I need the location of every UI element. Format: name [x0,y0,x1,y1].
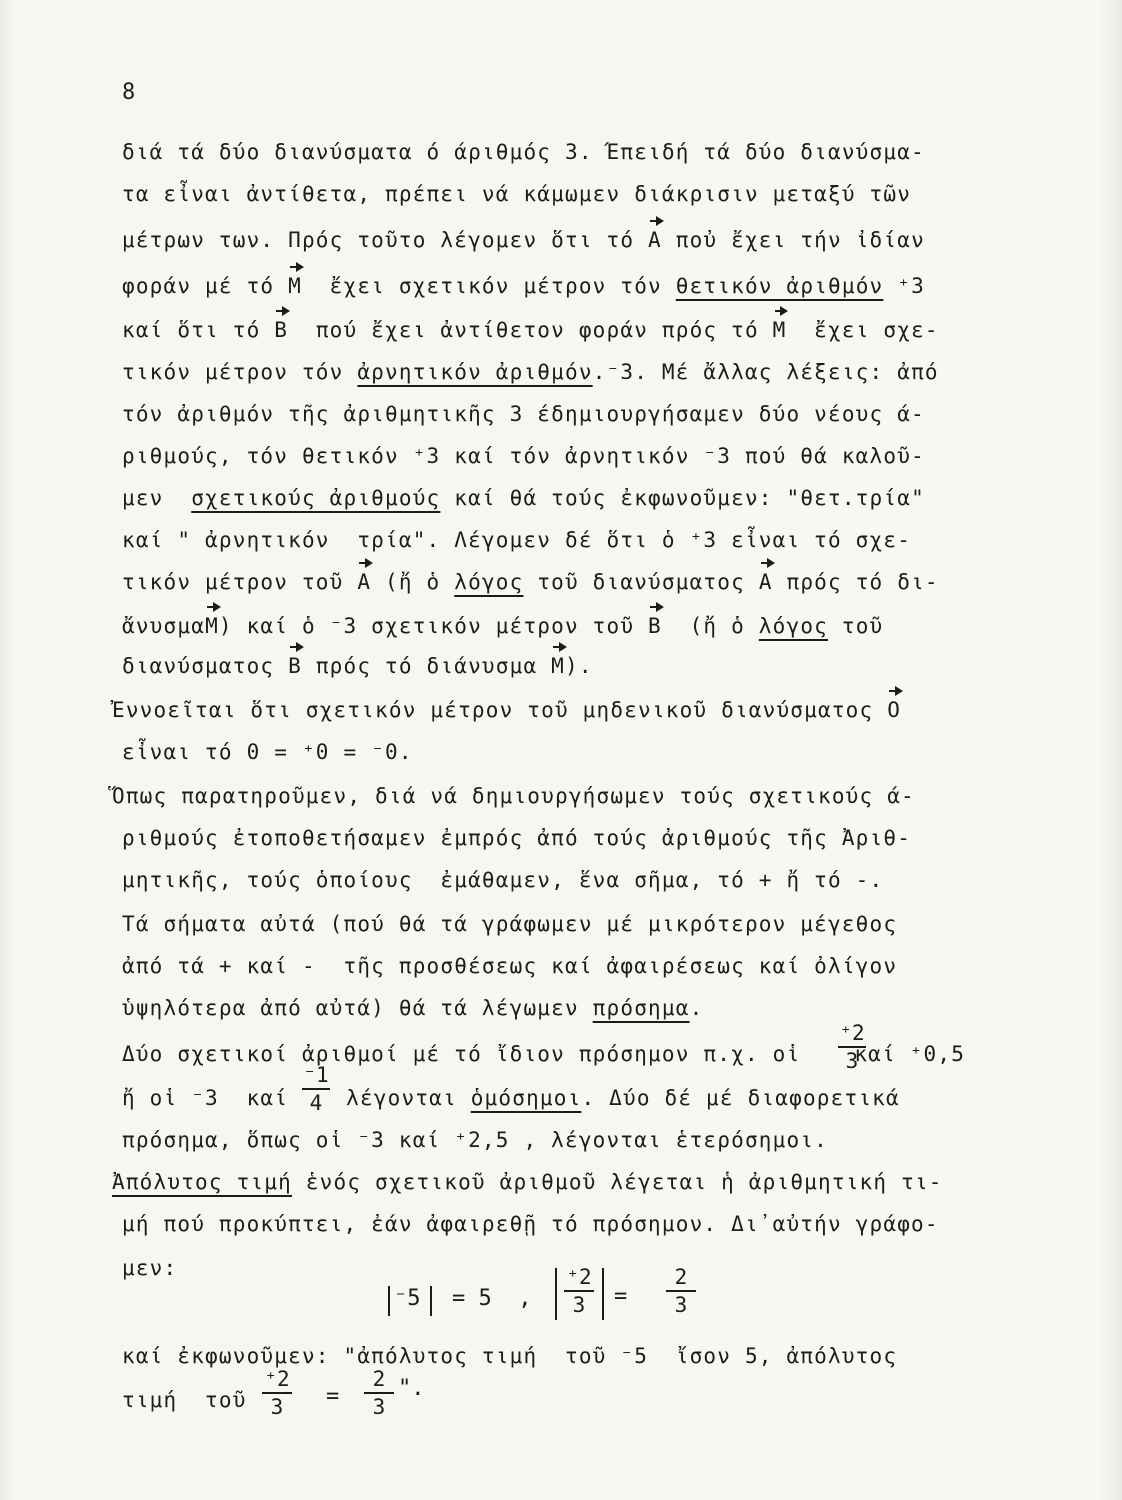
text-line: τα εἶναι ἀντίθετα, πρέπει νά κάμωμεν διάκρισιν μεταξύ τῶν [122,182,912,206]
text-line [122,612,883,640]
vector-symbol: A [648,228,662,252]
text-segment: διανύσματος [122,654,275,678]
text-segment: τικόν μέτρον τόν [122,360,344,384]
text-line: μή πού προκύπτει, ἐάν ἀφαιρεθῇ τό πρόσημον. Δι᾽αὐτήν γράφο- [122,1212,939,1236]
fraction-denominator: 3 [674,1293,688,1317]
text-line: διανύσματος B πρός τό διάνυσμα M). [122,654,593,678]
text-line [122,484,925,512]
vector-symbol: M [772,318,787,342]
text-line: πρόσημα, ὅπως οἱ ⁻3 καί ⁺2,5 , λέγονται ἑτερόσημοι. [122,1128,828,1152]
fraction-numerator: ⁻1 [303,1063,329,1087]
fraction-numerator: 2 [372,1367,386,1391]
text-line: ἀπό τά + καί - τῆς προσθέσεως καί ἀφαιρέσεως καί ὀλίγον [122,954,898,978]
text-segment: πρός τό δι- [786,570,939,594]
text-line [122,358,939,386]
text-line: Τά σήματα αὐτά (πού θά τά γράφωμεν μέ μικρότερον μέγεθος [122,912,898,936]
text-line [122,568,939,596]
fraction [262,1368,292,1418]
equation-text: = 5 , [452,1286,532,1311]
fraction [666,1266,696,1316]
text-segment: (ἤ ὁ [385,570,441,594]
text-line: εἶναι τό 0 = ⁺0 = ⁻0. [122,740,413,764]
fraction [302,1064,330,1114]
text-segment: τοῦ διανύσματος [537,570,745,594]
text-line: ὑψηλότερα ἀπό αὐτά) θά τά λέγωμεν πρόσημα. [122,996,704,1020]
text-line [122,226,925,254]
vector-symbol: B [274,318,289,342]
abs-bar [388,1286,390,1316]
vector-symbol: B [288,654,302,678]
vector-symbol: B [648,614,662,638]
fraction-bar [564,1290,594,1292]
vector-symbol: M [288,274,302,298]
fraction-numerator: ⁺2 [264,1367,290,1391]
underlined-term: θετικόν ἀριθμόν [675,274,884,298]
underlined-term: λόγος [758,614,829,638]
abs-bar [430,1286,432,1316]
text-segment: Ἐννοεῖται ὅτι σχετικόν μέτρον τοῦ μηδενικοῦ διανύσματος [112,698,874,722]
text-line [122,1084,900,1115]
fraction-bar [302,1088,330,1090]
text-line: καί " ἀρνητικόν τρία". Λέγομεν δέ ὅτι ὁ ⁺3 εἶναι τό σχε- [122,528,912,552]
fraction-bar [838,1046,866,1048]
text-segment: . Δύο δέ μέ διαφορετικά [581,1086,900,1110]
text-line: τιμή τοῦ [122,1388,247,1412]
fraction-bar [666,1290,696,1292]
text-segment: μεν [122,486,164,510]
underlined-term: ἀρνητικόν ἀριθμόν [357,360,593,384]
fraction-denominator: 3 [572,1293,586,1317]
fraction [564,1266,594,1316]
text-line: καί ἐκφωνοῦμεν: "ἀπόλυτος τιμή τοῦ ⁻5 ἴσον 5, ἀπόλυτος [122,1344,898,1368]
fraction-bar [262,1392,292,1394]
text-segment: φοράν μέ τό [122,274,275,298]
underlined-term: πρόσημα [592,996,690,1020]
underlined-term: σχετικούς ἀριθμούς [191,486,441,510]
text-line: Ὅπως παρατηροῦμεν, διά νά δημιουργήσωμεν τούς σχετικούς ά- [112,784,915,808]
underlined-term: ὁμόσημοι [470,1086,582,1110]
vector-symbol: M [205,614,219,638]
text-segment: (ἤ ὁ [689,614,745,638]
text-segment: τοῦ [841,614,884,638]
fraction-bar [364,1392,394,1394]
text-segment: λέγονται [346,1086,457,1110]
text-segment: καί θά τούς ἐκφωνοῦμεν: "θετ.τρία" [454,486,925,510]
text-segment: ἔχει σχετικόν μέτρον τόν [329,274,662,298]
text-line: ριθμούς, τόν θετικόν ⁺3 καί τόν ἀρνητικόν ⁻3 πού θά καλοῦ- [122,444,925,468]
fraction-denominator: 4 [309,1091,323,1115]
vector-symbol: M [551,654,565,678]
text-line [112,696,901,724]
vector-symbol: O [887,698,902,722]
underlined-term: λόγος [454,570,524,594]
text-segment: ἤ οἱ ⁻3 καί [122,1086,289,1110]
fraction-denominator: 3 [845,1049,859,1073]
text-segment: καί ⁺0,5 [854,1042,966,1066]
text-segment: ἔχει σχε- [814,318,939,342]
abs-bar [602,1268,604,1320]
fraction-numerator: ⁺2 [566,1265,592,1289]
vector-symbol: A [758,570,773,594]
text-segment: .⁻3. Μέ ἄλλας λέξεις: ἀπό [592,360,939,384]
fraction-numerator: ⁺2 [839,1021,865,1045]
equals-sign: = [326,1384,340,1409]
fraction [364,1368,394,1418]
abs-argument: ⁻5 [394,1286,421,1311]
text-segment: μέτρων των. Πρός τοῦτο λέγομεν ὅτι τό [122,228,635,252]
text-line: τόν ἀριθμόν τῆς ἀριθμητικῆς 3 έδημιουργήσαμεν δύο νέους ά- [122,402,925,426]
text-segment: ποὐ ἔχει τήν ἰδίαν [675,228,925,252]
fraction-denominator: 3 [372,1395,386,1419]
page-number: 8 [122,80,136,105]
closing-quote: ". [398,1376,425,1401]
text-line: μεν: [122,1256,178,1280]
text-segment: ὑψηλότερα ἀπό αὐτά) θά τά λέγωμεν [122,996,579,1020]
text-segment: ἑνός σχετικοῦ ἀριθμοῦ λέγεται ἡ ἀριθμητική τι- [305,1170,943,1194]
equals-sign: = [614,1284,628,1309]
underlined-term: Ἀπόλυτος τιμή [112,1170,292,1194]
fraction-denominator: 3 [270,1395,284,1419]
text-segment: Δύο σχετικοί ἀριθμοί μέ τό ἴδιον πρόσημον π.χ. οἱ [122,1042,801,1066]
text-segment: καί ὅτι τό [122,318,261,342]
text-segment: ἄνυσμα [122,614,206,638]
text-segment: ) καί ὁ ⁻3 σχετικόν μέτρον τοῦ [218,614,635,638]
text-line: διά τά δύο διανύσματα ό άριθμός 3. Έπειδή τά δύο διανύσμα- [122,140,925,164]
text-segment: πού ἔχει ἀντίθετον φοράν πρός τό [315,318,759,342]
abs-bar [555,1268,557,1320]
text-line [122,272,925,300]
text-line [112,1168,943,1196]
text-segment: ⁺3 [897,274,925,298]
vector-symbol: A [357,570,372,594]
fraction-numerator: 2 [674,1265,688,1289]
text-segment: πρός τό διάνυσμα [315,654,538,678]
fraction [838,1022,866,1072]
text-segment: τικόν μέτρον τοῦ [122,570,344,594]
text-line: ριθμούς ἐτοποθετήσαμεν ἐμπρός ἀπό τούς ἀριθμούς τῆς Ἀριθ- [122,826,912,850]
text-line: μητικῆς, τούς ὁποίους ἐμάθαμεν, ἕνα σῆμα, τό + ἤ τό -. [122,868,884,892]
text-line [122,316,939,344]
